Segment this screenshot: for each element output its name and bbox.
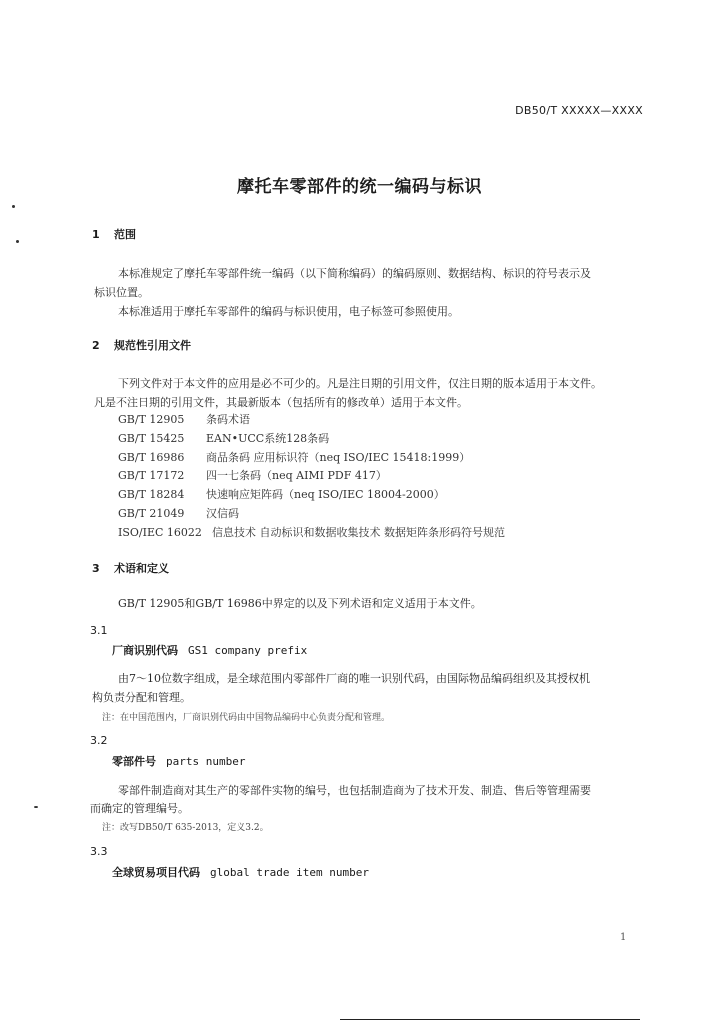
section-number: 1 [92,228,100,241]
reference-title: 四一七条码（neq AIMI PDF 417） [206,469,387,482]
term-definition: 零部件制造商对其生产的零部件实物的编号，也包括制造商为了技术开发、制造、售后等管理需要 [118,784,591,797]
section-number: 2 [92,339,100,352]
section-title: 规范性引用文件 [114,339,191,352]
paragraph: 凡是不注日期的引用文件，其最新版本（包括所有的修改单）适用于本文件。 [94,396,468,409]
paragraph: 标识位置。 [94,286,149,299]
paragraph: 本标准适用于摩托车零部件的编码与标识使用，电子标签可参照使用。 [118,305,459,318]
reference-title: EAN•UCC系统128条码 [206,432,330,445]
term-en: GS1 company prefix [188,644,308,657]
term-zh: 零部件号 [112,755,156,768]
term-heading [112,864,369,880]
scan-speck [12,205,15,208]
reference-code: GB/T 18284 [118,488,185,501]
term-heading [112,642,307,658]
term-heading [112,753,245,769]
term-number: 3.2 [90,734,108,747]
term-definition: 而确定的管理编号。 [90,802,189,815]
reference-title: 条码术语 [206,413,250,426]
term-number: 3.1 [90,624,108,637]
section-title: 范围 [114,228,136,241]
scan-speck [34,806,38,808]
reference-item [118,505,239,521]
section-3-heading [92,560,169,576]
reference-title: 商品条码 应用标识符（neq ISO/IEC 15418:1999） [206,451,471,464]
section-1-heading [92,226,136,242]
section-title: 术语和定义 [114,562,169,575]
page-bottom-rule [340,1019,640,1020]
reference-item [118,430,329,446]
reference-title: 快速响应矩阵码（neq ISO/IEC 18004-2000） [206,488,445,501]
reference-code: GB/T 16986 [118,451,185,464]
reference-code: ISO/IEC 16022 [118,526,202,539]
section-number: 3 [92,562,100,575]
reference-title: 信息技术 自动标识和数据收集技术 数据矩阵条形码符号规范 [212,526,505,539]
term-note: 注：在中国范围内，厂商识别代码由中国物品编码中心负责分配和管理。 [102,713,391,723]
reference-item [118,524,505,540]
document-code: DB50/T XXXXX—XXXX [515,104,643,117]
reference-item [118,449,470,465]
scan-speck [16,240,19,243]
term-definition: 由7～10位数字组成，是全球范围内零部件厂商的唯一识别代码，由国际物品编码组织及其授权机 [118,672,590,685]
document-title: 摩托车零部件的统一编码与标识 [237,177,482,197]
term-en: global trade item number [210,866,369,879]
paragraph: 本标准规定了摩托车零部件统一编码（以下简称编码）的编码原则、数据结构、标识的符号表示及 [118,267,591,280]
term-definition: 构负责分配和管理。 [92,691,191,704]
paragraph: 下列文件对于本文件的应用是必不可少的。凡是注日期的引用文件，仅注日期的版本适用于本文件。 [118,377,602,390]
reference-item [118,486,445,502]
term-number: 3.3 [90,845,108,858]
term-zh: 厂商识别代码 [112,644,178,657]
paragraph: GB/T 12905和GB/T 16986中界定的以及下列术语和定义适用于本文件。 [118,597,482,610]
reference-code: GB/T 17172 [118,469,185,482]
term-note: 注：改写DB50/T 635-2013，定义3.2。 [102,823,269,833]
term-en: parts number [166,755,246,768]
term-zh: 全球贸易项目代码 [112,866,200,879]
page-number: 1 [620,932,627,943]
reference-code: GB/T 21049 [118,507,185,520]
reference-item [118,411,250,427]
reference-title: 汉信码 [206,507,239,520]
reference-item [118,467,387,483]
reference-code: GB/T 15425 [118,432,185,445]
section-2-heading [92,337,191,353]
reference-code: GB/T 12905 [118,413,185,426]
